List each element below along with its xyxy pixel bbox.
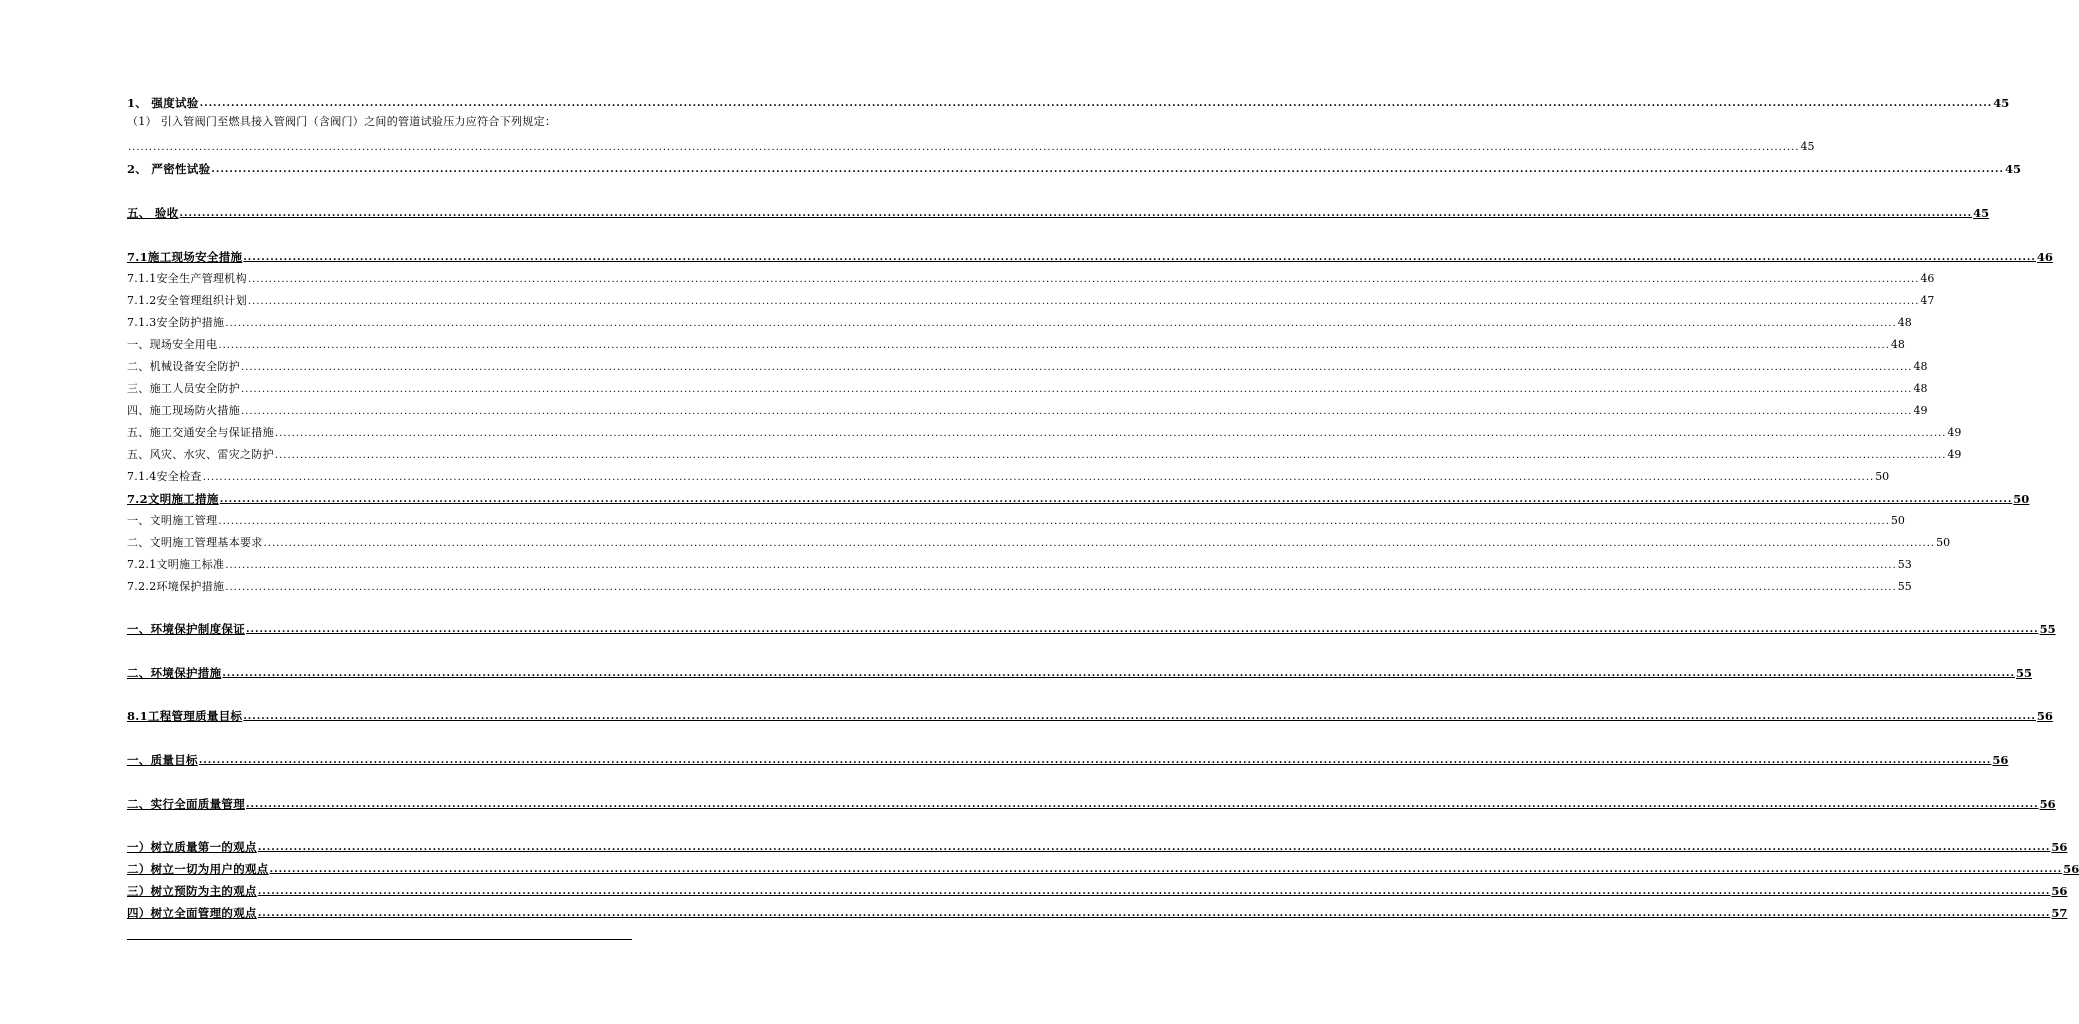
toc-leader-dots: ................................................................................................................................................................................................................................................................................................................................................................................................................ [274, 450, 1947, 461]
toc-page-number: 48 [1913, 382, 1928, 395]
toc-page-number: 50 [1875, 470, 1890, 483]
toc-leader-dots: ................................................................................................................................................................................................................................................................................................................................................................................................................ [222, 668, 2015, 679]
toc-leader-dots: ................................................................................................................................................................................................................................................................................................................................................................................................................ [211, 164, 2004, 175]
toc-entry[interactable] [127, 446, 1962, 462]
toc-entry-title: 五、风灾、水灾、雷灾之防护 [127, 448, 274, 461]
toc-entry[interactable] [127, 380, 1928, 396]
toc-entry[interactable] [127, 860, 2079, 876]
toc-entry[interactable] [127, 490, 2030, 506]
toc-entry[interactable] [127, 556, 1912, 572]
toc-leader-dots: ................................................................................................................................................................................................................................................................................................................................................................................................................ [243, 252, 2036, 263]
toc-page-number: 56 [2036, 709, 2053, 723]
toc-page-number: 56 [2051, 840, 2068, 854]
toc-leader-dots: ................................................................................................................................................................................................................................................................................................................................................................................................................ [246, 799, 2039, 810]
toc-leader-dots: ................................................................................................................................................................................................................................................................................................................................................................................................................ [198, 755, 1992, 766]
toc-entry-title: 一、文明施工管理 [127, 514, 218, 527]
toc-entry-title: 二）树立一切为用户的观点 [127, 862, 269, 876]
toc-entry[interactable] [127, 314, 1912, 330]
toc-page-number: 56 [2051, 884, 2068, 898]
toc-entry[interactable] [127, 115, 631, 131]
toc-leader-dots: ................................................................................................................................................................................................................................................................................................................................................................................................................ [269, 864, 2063, 875]
toc-entry-title: 二、环境保护措施 [127, 666, 222, 680]
toc-leader-dots: ................................................................................................................................................................................................................................................................................................................................................................................................................ [219, 494, 2013, 505]
toc-entry-title: 四、施工现场防火措施 [127, 404, 240, 417]
toc-leader-dots: ................................................................................................................................................................................................................................................................................................................................................................................................................ [257, 886, 2051, 897]
toc-leader-dots: ................................................................................................................................................................................................................................................................................................................................................................................................................ [257, 908, 2051, 919]
toc-entry-title: 二、文明施工管理基本要求 [127, 536, 263, 549]
toc-leader-dots: ................................................................................................................................................................................................................................................................................................................................................................................................................ [202, 472, 1875, 483]
toc-leader-dots: ................................................................................................................................................................................................................................................................................................................................................................................................................ [241, 406, 1913, 417]
toc-page-number: 47 [1920, 294, 1935, 307]
toc-entry-title: 五、施工交通安全与保证措施 [127, 426, 274, 439]
toc-entry-title: 7.2文明施工措施 [127, 492, 219, 506]
toc-leader-dots: ................................................................................................................................................................................................................................................................................................................................................................................................................ [128, 142, 1800, 153]
toc-entry[interactable] [127, 336, 1905, 352]
toc-entry[interactable] [127, 620, 2056, 636]
toc-page-number: 50 [1890, 514, 1905, 527]
toc-entry-title: 一）树立质量第一的观点 [127, 840, 257, 854]
bottom-rule [127, 939, 632, 940]
toc-page-number: 45 [1993, 96, 2010, 110]
toc-entry[interactable] [127, 578, 1912, 594]
toc-entry[interactable] [127, 664, 2032, 680]
toc-page-number: 50 [2013, 492, 2030, 506]
toc-entry[interactable] [127, 270, 1935, 286]
toc-entry-title: 7.1.2安全管理组织计划 [127, 294, 247, 307]
toc-entry-title: 一、质量目标 [127, 753, 198, 767]
toc-entry[interactable] [127, 751, 2009, 767]
toc-leader-dots: ................................................................................................................................................................................................................................................................................................................................................................................................................ [243, 711, 2036, 722]
toc-leader-dots: ................................................................................................................................................................................................................................................................................................................................................................................................................ [241, 384, 1913, 395]
toc-entry[interactable] [127, 292, 1935, 308]
toc-page-number: 48 [1897, 316, 1912, 329]
toc-entry[interactable] [127, 248, 2053, 264]
toc-page-number: 48 [1890, 338, 1905, 351]
toc-entry-title: 7.1.4安全检查 [127, 470, 202, 483]
toc-leader-dots: ................................................................................................................................................................................................................................................................................................................................................................................................................ [246, 624, 2039, 635]
toc-entry-title: 五、 验收 [127, 206, 179, 220]
toc-leader-dots: ................................................................................................................................................................................................................................................................................................................................................................................................................ [218, 340, 1890, 351]
toc-page-number: 46 [1920, 272, 1935, 285]
toc-entry-title: 三）树立预防为主的观点 [127, 884, 257, 898]
toc-entry[interactable] [127, 904, 2068, 920]
toc-leader-dots: ................................................................................................................................................................................................................................................................................................................................................................................................................ [257, 842, 2051, 853]
toc-entry-title: 7.2.2环境保护措施 [127, 580, 225, 593]
toc-entry[interactable] [127, 358, 1928, 374]
toc-page-number: 49 [1947, 426, 1962, 439]
toc-leader-dots: ................................................................................................................................................................................................................................................................................................................................................................................................................ [225, 318, 1897, 329]
toc-page-number: 46 [2036, 250, 2053, 264]
toc-page-number: 55 [1897, 580, 1912, 593]
toc-page-number: 55 [2015, 666, 2032, 680]
toc-entry-title: 1、 强度试验 [127, 96, 199, 110]
toc-entry[interactable] [127, 468, 1890, 484]
toc-leader-dots: ................................................................................................................................................................................................................................................................................................................................................................................................................ [225, 560, 1897, 571]
toc-entry[interactable] [127, 534, 1951, 550]
toc-leader-dots: ................................................................................................................................................................................................................................................................................................................................................................................................................ [199, 98, 1993, 109]
toc-leader-dots: ................................................................................................................................................................................................................................................................................................................................................................................................................ [274, 428, 1947, 439]
toc-page-number: 45 [1800, 140, 1815, 153]
toc-page-number: 55 [2039, 622, 2056, 636]
toc-page-number: 56 [2063, 862, 2079, 876]
toc-page-number: 50 [1936, 536, 1951, 549]
toc-leader-dots: ................................................................................................................................................................................................................................................................................................................................................................................................................ [225, 582, 1897, 593]
toc-page-number: 53 [1897, 558, 1912, 571]
toc-leader-dots: ................................................................................................................................................................................................................................................................................................................................................................................................................ [218, 516, 1890, 527]
toc-leader-dots: ................................................................................................................................................................................................................................................................................................................................................................................................................ [241, 362, 1913, 373]
toc-entry[interactable] [127, 838, 2068, 854]
toc-page-number: 48 [1913, 360, 1928, 373]
toc-entry-title: 二、实行全面质量管理 [127, 797, 245, 811]
toc-leader-dots: ................................................................................................................................................................................................................................................................................................................................................................................................................ [247, 296, 1920, 307]
toc-entry-title: 一、环境保护制度保证 [127, 622, 245, 636]
toc-leader-dots: ................................................................................................................................................................................................................................................................................................................................................................................................................ [247, 274, 1920, 285]
toc-entry-title: 一、现场安全用电 [127, 338, 218, 351]
toc-entry[interactable] [127, 160, 2021, 176]
toc-entry[interactable] [127, 795, 2056, 811]
toc-leader-dots: ................................................................................................................................................................................................................................................................................................................................................................................................................ [179, 208, 1973, 219]
toc-entry-title: 三、施工人员安全防护 [127, 382, 240, 395]
toc-entry-title: 二、机械设备安全防护 [127, 360, 240, 373]
toc-page-number: 49 [1913, 404, 1928, 417]
toc-entry[interactable] [127, 512, 1905, 528]
toc-entry-title: 7.1施工现场安全措施 [127, 250, 243, 264]
toc-entry-title: 四）树立全面管理的观点 [127, 906, 257, 920]
toc-entry[interactable] [127, 138, 1815, 154]
toc-entry-title: （1） 引入管阀门至燃具接入管阀门（含阀门）之间的管道试验压力应符合下列规定： [127, 115, 557, 128]
toc-page-number: 57 [2051, 906, 2068, 920]
toc-entry-title: 2、 严密性试验 [127, 162, 211, 176]
toc-entry[interactable] [127, 707, 2053, 723]
toc-entry[interactable] [127, 94, 2010, 110]
toc-entry-title: 7.1.3安全防护措施 [127, 316, 225, 329]
toc-entry-title: 8.1工程管理质量目标 [127, 709, 243, 723]
toc-entry[interactable] [127, 882, 2068, 898]
toc-page-number: 45 [2004, 162, 2021, 176]
toc-page-number: 56 [1992, 753, 2009, 767]
toc-entry[interactable] [127, 204, 1990, 220]
toc-entry[interactable] [127, 402, 1928, 418]
toc-page-number: 45 [1973, 206, 1990, 220]
toc-page-number: 49 [1947, 448, 1962, 461]
toc-page-number: 56 [2039, 797, 2056, 811]
toc-entry[interactable] [127, 424, 1962, 440]
toc-entry-title: 7.2.1文明施工标准 [127, 558, 225, 571]
toc-leader-dots: ................................................................................................................................................................................................................................................................................................................................................................................................................ [263, 538, 1936, 549]
toc-entry-title: 7.1.1安全生产管理机构 [127, 272, 247, 285]
